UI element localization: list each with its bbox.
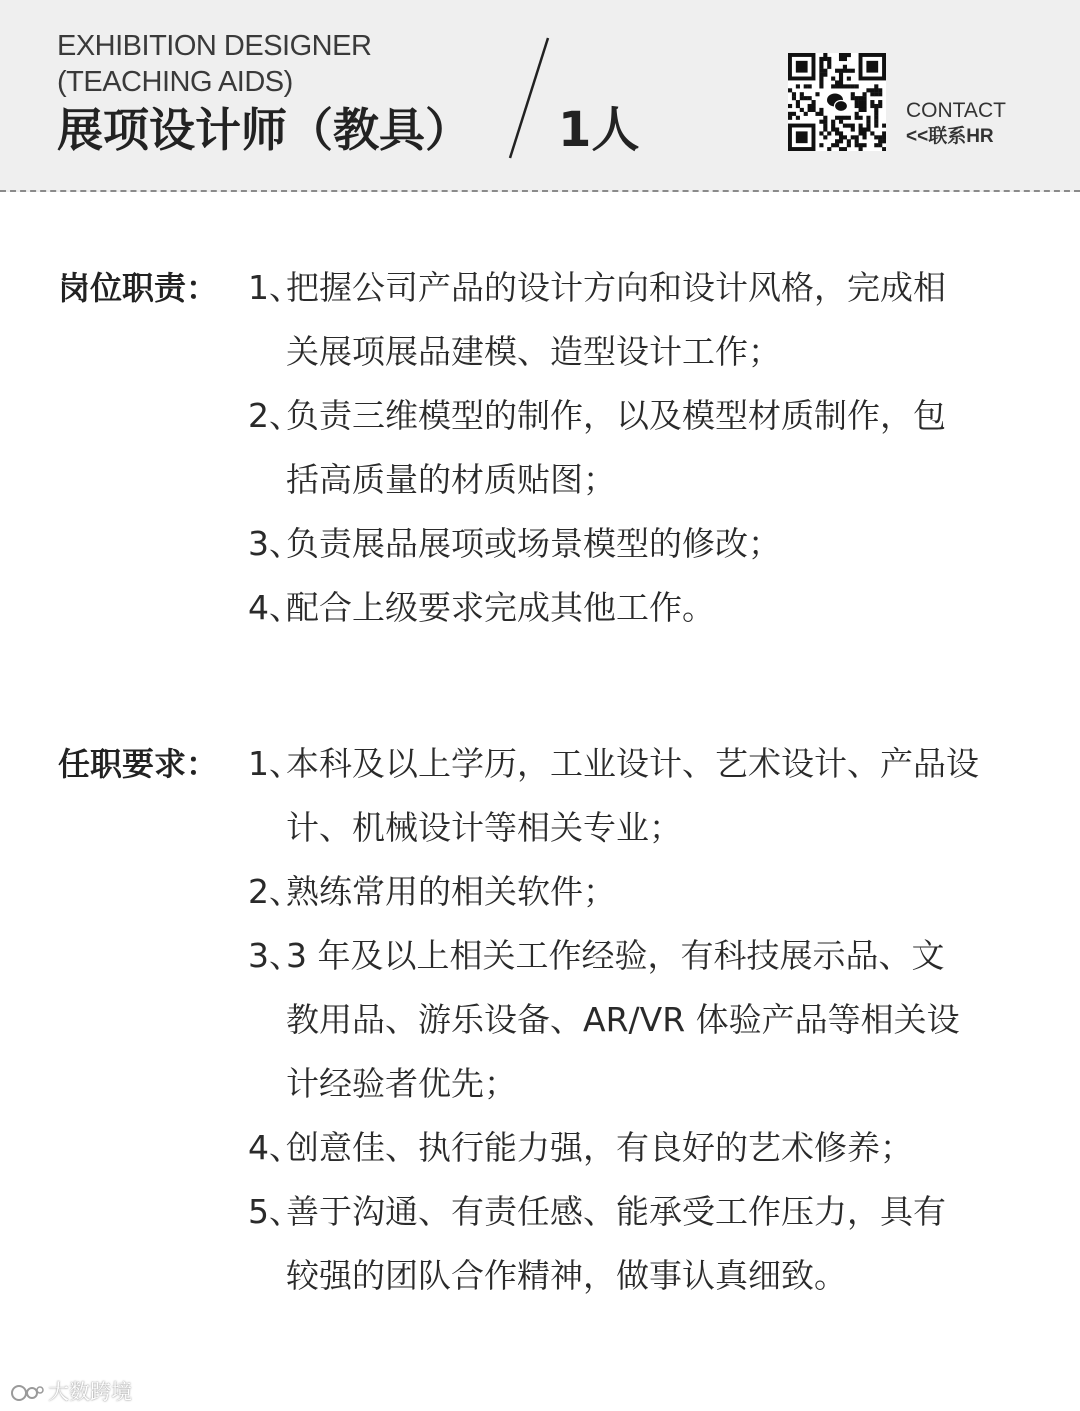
contact-hr-link[interactable]: <<联系HR [906,126,994,147]
chinese-job-title: 展项设计师（教具） [57,103,471,157]
header-banner [0,0,1080,192]
item-number: 1、 [248,268,302,307]
watermark [10,1378,132,1406]
list-item [248,732,1038,860]
list-item [248,512,1038,576]
item-text-line: 关展项展品建模、造型设计工作； [286,332,781,371]
item-text-line: 善于沟通、有责任感、能承受工作压力，具有 [286,1192,946,1231]
item-text-line: 本科及以上学历，工业设计、艺术设计、产品设 [286,744,979,783]
item-text-line: 较强的团队合作精神，做事认真细致。 [286,1256,847,1295]
item-number: 4、 [248,1128,302,1167]
item-text-line: 教用品、游乐设备、AR/VR 体验产品等相关设 [286,1000,960,1039]
item-text-line: 计、机械设计等相关专业； [286,808,682,847]
list-item [248,860,1038,924]
item-text-line: 把握公司产品的设计方向和设计风格，完成相 [286,268,946,307]
watermark-logo-icon [10,1382,44,1404]
item-number: 3、 [248,524,302,563]
item-number: 1、 [248,744,302,783]
list-item [248,384,1038,512]
english-title-line-1: EXHIBITION DESIGNER [57,30,372,62]
english-title-line-2: (TEACHING AIDS) [57,66,293,98]
headcount: 1人 [558,102,640,158]
list-item [248,576,1038,640]
list-item [248,1180,1038,1308]
responsibilities-label: 岗位职责： [58,269,219,307]
list-item [248,1116,1038,1180]
divider-slash-icon [500,36,560,160]
item-number: 2、 [248,396,302,435]
item-text-line: 熟练常用的相关软件； [286,872,616,911]
requirements-label: 任职要求： [58,745,219,783]
item-number: 2、 [248,872,302,911]
item-number: 5、 [248,1192,302,1231]
contact-info [906,98,1006,150]
item-text-line: 配合上级要求完成其他工作。 [286,588,715,627]
contact-label: CONTACT [906,99,1006,122]
item-text-line: 括高质量的材质贴图； [286,460,616,499]
item-text-line: 3 年及以上相关工作经验，有科技展示品、文 [286,936,945,975]
watermark-text: 大数跨境 [48,1380,132,1404]
responsibilities-list [248,256,1038,640]
list-item [248,256,1038,384]
item-text-line: 创意佳、执行能力强，有良好的艺术修养； [286,1128,913,1167]
list-item [248,924,1038,1116]
item-text-line: 计经验者优先； [286,1064,517,1103]
english-job-title [57,28,371,100]
item-text-line: 负责三维模型的制作，以及模型材质制作，包 [286,396,946,435]
wechat-qr-code-icon[interactable] [788,53,886,151]
requirements-list [248,732,1038,1308]
item-number: 4、 [248,588,302,627]
item-number: 3、 [248,936,302,975]
item-text-line: 负责展品展项或场景模型的修改； [286,524,781,563]
